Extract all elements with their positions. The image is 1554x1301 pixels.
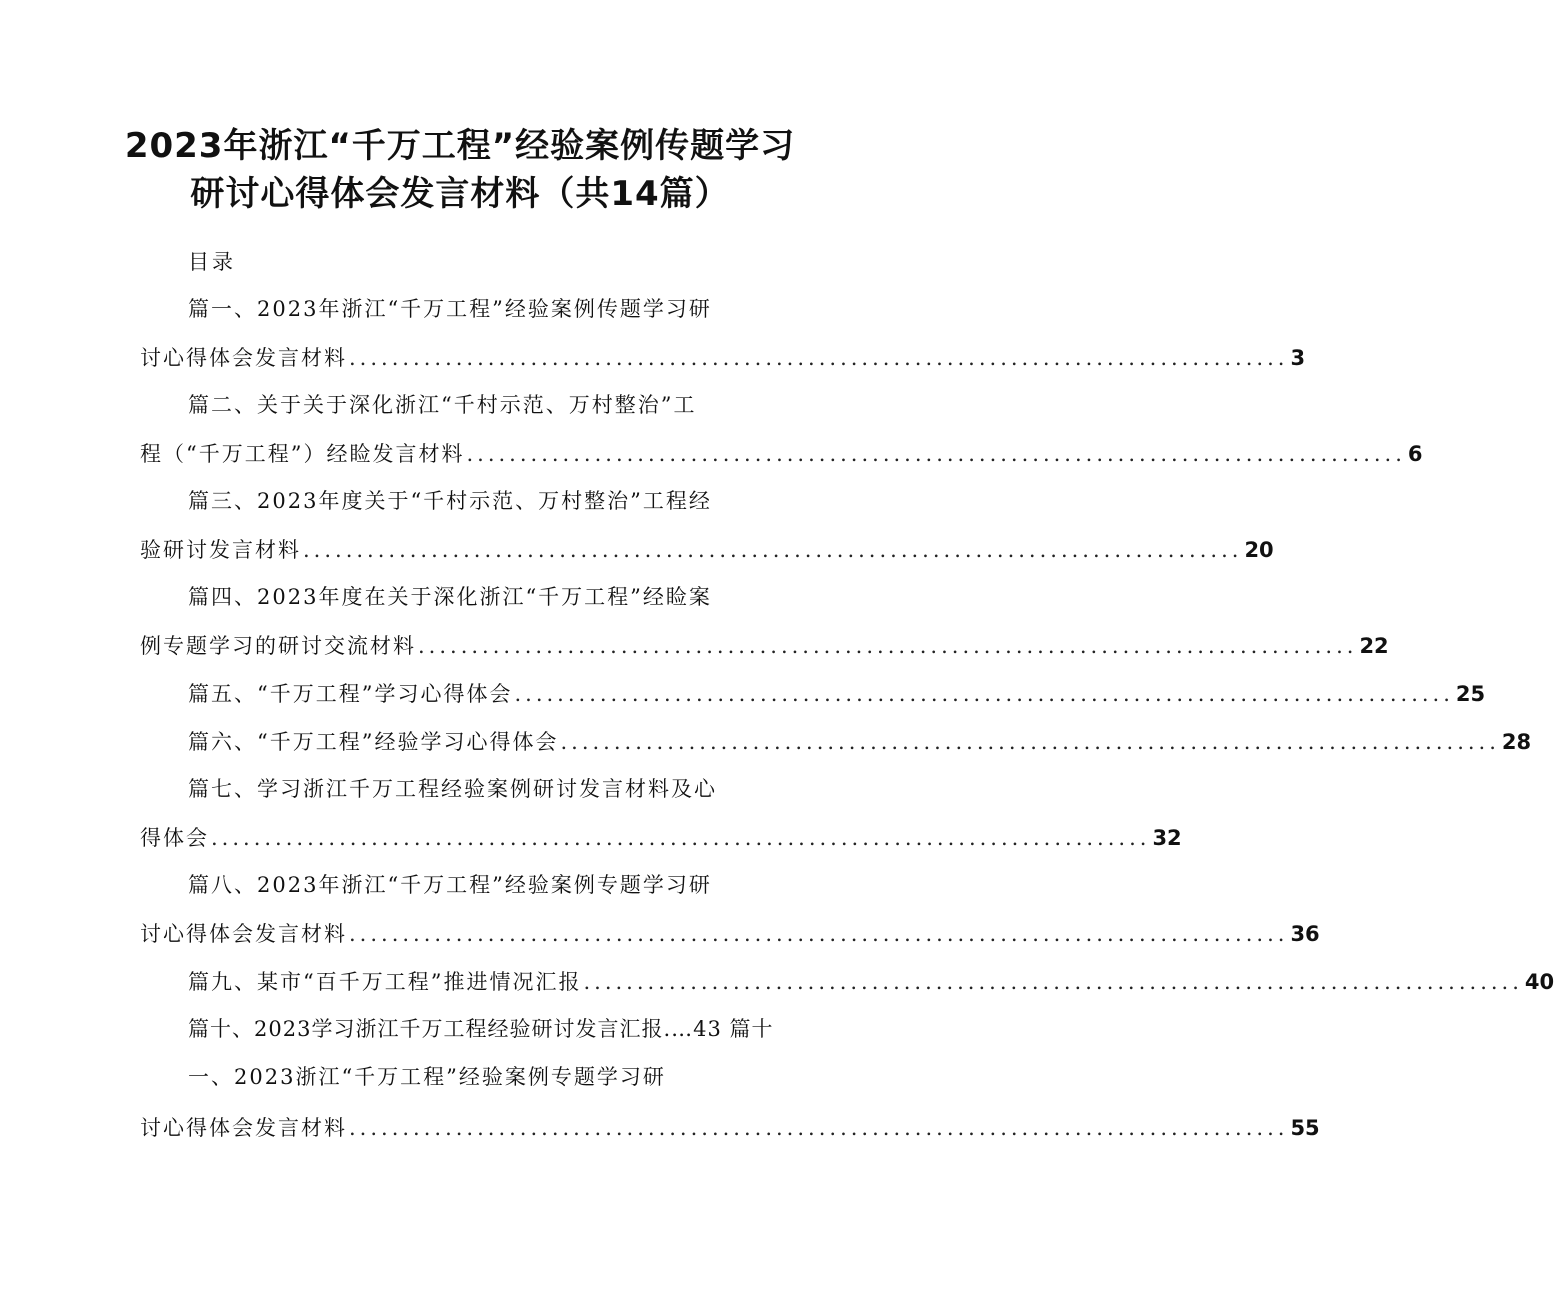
toc-entry-8-line-1: 篇八、2023年浙江“千万工程”经验案例专题学习研 — [188, 873, 712, 897]
toc-entry-7-leader-row[interactable] — [140, 822, 1182, 852]
toc-entry-7-line-1: 篇七、学习浙江千万工程经验案例研讨发言材料及心 — [188, 777, 717, 801]
leader-dots: ........................................................................................ — [418, 634, 1358, 658]
leader-dots: ........................................................................................ — [349, 922, 1289, 946]
toc-entry-2-leader-row[interactable] — [140, 438, 1423, 468]
leader-dots: ........................................................................................ — [583, 970, 1523, 994]
toc-entry-7-page: 32 — [1152, 826, 1182, 850]
leader-dots: ........................................................................................ — [303, 538, 1243, 562]
toc-entry-8-line-2: 讨心得体会发言材料 — [140, 922, 347, 946]
toc-entry-11-line-1: 一、2023浙江“千万工程”经验案例专题学习研 — [188, 1065, 666, 1089]
toc-entry-6-line-1: 篇六、“千万工程”经验学习心得体会 — [188, 730, 559, 754]
toc-entry-11-line-2: 讨心得体会发言材料 — [140, 1116, 347, 1140]
toc-entry-9-row[interactable] — [188, 966, 1554, 996]
toc-entry-1-line-2: 讨心得体会发言材料 — [140, 346, 347, 370]
leader-dots: ........................................................................................ — [211, 826, 1151, 850]
toc-entry-3-line-1: 篇三、2023年度关于“千村示范、万村整治”工程经 — [188, 489, 712, 513]
toc-entry-6-page: 28 — [1501, 730, 1532, 754]
toc-entry-6-row[interactable] — [188, 726, 1532, 756]
toc-entry-2-line-2: 程（“千万工程”）经睑发言材料 — [140, 442, 465, 466]
document-title-line-2: 研讨心得体会发言材料（共14篇） — [190, 174, 730, 214]
toc-entry-8-page: 36 — [1290, 922, 1320, 946]
leader-dots: ........................................................................................ — [560, 730, 1500, 754]
toc-entry-5-page: 25 — [1455, 682, 1486, 706]
toc-entry-8-leader-row[interactable] — [140, 918, 1320, 948]
document-title-line-1: 2023年浙江“千万工程”经验案例传题学习 — [124, 126, 796, 166]
toc-entry-4-line-2: 例专题学习的研讨交流材料 — [140, 634, 416, 658]
toc-entry-9-page: 40 — [1524, 970, 1554, 994]
toc-entry-1-line-1: 篇一、2023年浙江“千万工程”经验案例传题学习研 — [188, 297, 712, 321]
toc-entry-4-page: 22 — [1359, 634, 1389, 658]
toc-entry-3-page: 20 — [1244, 538, 1274, 562]
toc-heading: 目录 — [188, 250, 236, 274]
toc-entry-2-page: 6 — [1407, 442, 1423, 466]
toc-entry-7-line-2: 得体会 — [140, 826, 209, 850]
toc-entry-3-leader-row[interactable] — [140, 534, 1274, 564]
toc-entry-5-row[interactable] — [188, 678, 1486, 708]
toc-entry-11-leader-row[interactable] — [140, 1112, 1320, 1142]
toc-entry-1-leader-row[interactable] — [140, 342, 1306, 372]
toc-entry-4-leader-row[interactable] — [140, 630, 1389, 660]
toc-entry-4-line-1: 篇四、2023年度在关于深化浙江“千万工程”经睑案 — [188, 585, 712, 609]
toc-entry-10-line-1[interactable]: 篇十、2023学习浙江千万工程经验研讨发言汇报.…43 篇十 — [188, 1017, 774, 1041]
toc-entry-2-line-1: 篇二、关于关于深化浙江“千村示范、万村整治”工 — [188, 393, 697, 417]
leader-dots: ........................................................................................ — [466, 442, 1406, 466]
toc-entry-11-page: 55 — [1290, 1116, 1320, 1140]
leader-dots: ........................................................................................ — [514, 682, 1454, 706]
leader-dots: ........................................................................................ — [349, 346, 1289, 370]
toc-entry-1-page: 3 — [1290, 346, 1306, 370]
toc-entry-5-line-1: 篇五、“千万工程”学习心得体会 — [188, 682, 513, 706]
toc-entry-9-line-1: 篇九、某市“百千万工程”推进情况汇报 — [188, 970, 582, 994]
leader-dots: ........................................................................................ — [349, 1116, 1289, 1140]
toc-entry-3-line-2: 验研讨发言材料 — [140, 538, 301, 562]
